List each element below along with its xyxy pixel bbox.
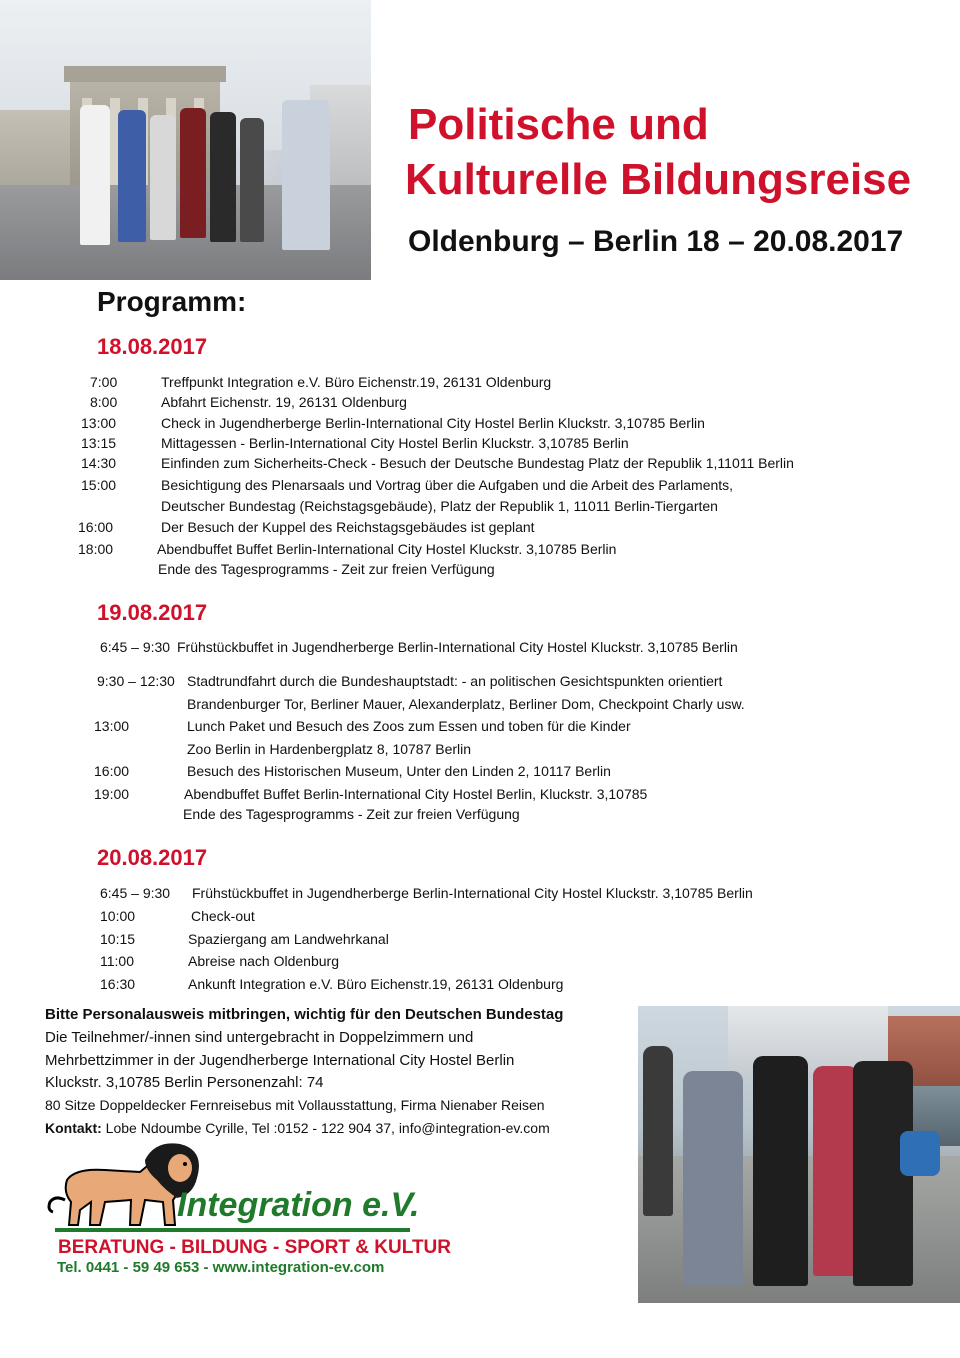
logo-tagline: BERATUNG - BILDUNG - SPORT & KULTUR	[58, 1237, 451, 1258]
schedule-text: Check in Jugendherberge Berlin-International City Hostel Berlin Kluckstr. 3,10785 Berlin	[161, 415, 705, 431]
accommodation-line-2: Mehrbettzimmer in der Jugendherberge International City Hostel Berlin	[45, 1052, 515, 1069]
schedule-time: 9:30 – 12:30	[97, 673, 175, 689]
schedule-time: 18:00	[78, 541, 114, 557]
bus-info: 80 Sitze Doppeldecker Fernreisebus mit Vollausstattung, Firma Nienaber Reisen	[45, 1097, 545, 1113]
schedule-time: 13:15	[81, 435, 117, 451]
schedule-text: Deutscher Bundestag (Reichstagsgebäude), Platz der Republik 1, 11011 Berlin-Tiergarten	[161, 498, 718, 514]
day-heading-2: 19.08.2017	[97, 600, 208, 625]
schedule-time: 13:00	[81, 415, 117, 431]
contact-info	[45, 1121, 550, 1135]
schedule-text: Besichtigung des Plenarsaals und Vortrag über die Aufgaben und die Arbeit des Parlaments,	[161, 477, 734, 493]
schedule-text: Stadtrundfahrt durch die Bundeshauptstadt: - an politischen Gesichtspunkten orientiert	[187, 673, 723, 689]
group-photo-women-berlin	[638, 1006, 960, 1303]
accommodation-line-1: Die Teilnehmer/-innen sind untergebracht in Doppelzimmern und	[45, 1029, 474, 1046]
schedule-time: 6:45 – 9:30	[100, 885, 171, 901]
schedule-time: 10:15	[100, 931, 136, 947]
id-card-note: Bitte Personalausweis mitbringen, wichtig für den Deutschen Bundestag	[45, 1006, 564, 1023]
schedule-time: 16:00	[94, 763, 130, 779]
schedule-text: Einfinden zum Sicherheits-Check - Besuch der Deutsche Bundestag Platz der Republik 1,11011 Berlin	[161, 455, 794, 471]
schedule-text: Frühstückbuffet in Jugendherberge Berlin-International City Hostel Kluckstr. 3,10785 Berlin	[177, 639, 738, 655]
group-photo-brandenburg-gate	[0, 0, 371, 280]
logo-divider	[55, 1228, 410, 1232]
logo-contact: Tel. 0441 - 59 49 653 - www.integration-ev.com	[57, 1259, 385, 1276]
schedule-text: Mittagessen - Berlin-International City Hostel Berlin Kluckstr. 3,10785 Berlin	[161, 435, 629, 451]
schedule-text: Abfahrt Eichenstr. 19, 26131 Oldenburg	[161, 394, 407, 410]
schedule-text: Frühstückbuffet in Jugendherberge Berlin-International City Hostel Kluckstr. 3,10785 Berlin	[192, 885, 753, 901]
schedule-text: Treffpunkt Integration e.V. Büro Eichenstr.19, 26131 Oldenburg	[161, 374, 552, 390]
title-line-2: Kulturelle Bildungsreise	[405, 155, 912, 204]
contact-text: Lobe Ndoumbe Cyrille, Tel :0152 - 122 904 37, info@integration-ev.com	[101, 1120, 550, 1136]
schedule-text: Zoo Berlin in Hardenbergplatz 8, 10787 Berlin	[187, 741, 472, 757]
schedule-text: Brandenburger Tor, Berliner Mauer, Alexanderplatz, Berliner Dom, Checkpoint Charly usw.	[187, 696, 745, 712]
schedule-text: Abreise nach Oldenburg	[188, 953, 339, 969]
schedule-time: 11:00	[100, 953, 134, 969]
schedule-text: Besuch des Historischen Museum, Unter den Linden 2, 10117 Berlin	[187, 763, 611, 779]
schedule-text: Abendbuffet Buffet Berlin-International City Hostel Kluckstr. 3,10785 Berlin	[157, 541, 617, 557]
contact-label: Kontakt:	[45, 1120, 102, 1136]
schedule-text: Lunch Paket und Besuch des Zoos zum Essen und toben für die Kinder	[187, 718, 631, 734]
schedule-time: 8:00	[90, 394, 118, 410]
title-line-1: Politische und	[408, 100, 709, 149]
schedule-text: Ankunft Integration e.V. Büro Eichenstr.19, 26131 Oldenburg	[188, 976, 564, 992]
schedule-time: 15:00	[81, 477, 117, 493]
schedule-time: 16:30	[100, 976, 136, 992]
schedule-time: 13:00	[94, 718, 130, 734]
schedule-text: Ende des Tagesprogramms - Zeit zur freien Verfügung	[158, 561, 495, 577]
logo-name: Integration e.V.	[177, 1186, 420, 1224]
schedule-text: Ende des Tagesprogramms - Zeit zur freien Verfügung	[183, 806, 520, 822]
schedule-time: 6:45 – 9:30	[100, 639, 171, 655]
day-heading-3: 20.08.2017	[97, 845, 208, 870]
schedule-text: Check-out	[191, 908, 255, 924]
program-heading: Programm:	[97, 286, 247, 317]
day-heading-1: 18.08.2017	[97, 334, 208, 359]
schedule-time: 14:30	[81, 455, 117, 471]
trip-subtitle: Oldenburg – Berlin 18 – 20.08.2017	[408, 225, 904, 258]
schedule-text: Der Besuch der Kuppel des Reichstagsgebäudes ist geplant	[161, 519, 535, 535]
schedule-time: 16:00	[78, 519, 114, 535]
schedule-time: 19:00	[94, 786, 130, 802]
schedule-time: 7:00	[90, 374, 118, 390]
schedule-text: Abendbuffet Buffet Berlin-International City Hostel Berlin, Kluckstr. 3,10785	[184, 786, 648, 802]
accommodation-line-3: Kluckstr. 3,10785 Berlin Personenzahl: 74	[45, 1074, 324, 1091]
schedule-text: Spaziergang am Landwehrkanal	[188, 931, 389, 947]
schedule-time: 10:00	[100, 908, 136, 924]
